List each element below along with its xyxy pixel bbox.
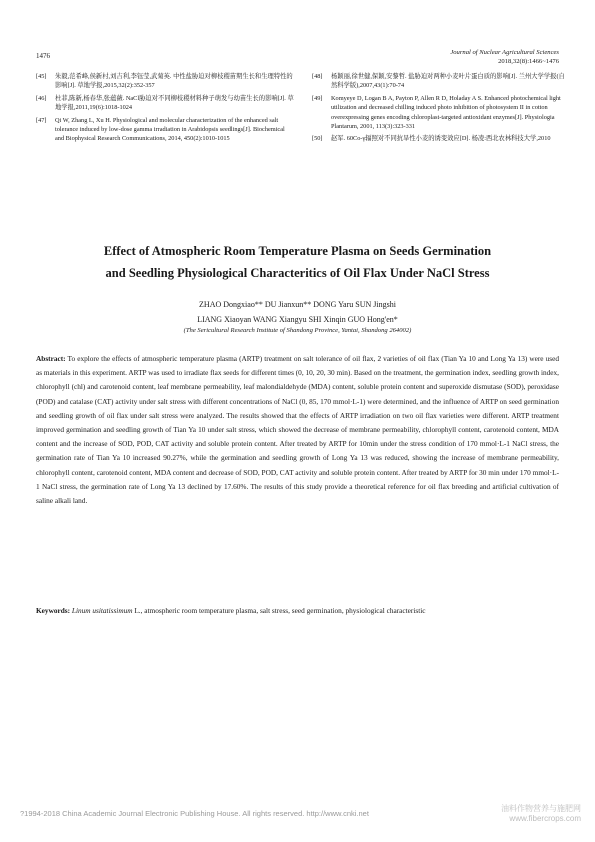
title-line: and Seedling Physiological Characteritics of Oil Flax Under NaCl Stress: [105, 266, 490, 280]
author-list: [36, 297, 559, 327]
reference-column-left: [36, 72, 294, 147]
affiliation: (The Sericultural Research Institute of Shandong Province, Yantai, Shandong 264002): [183, 327, 412, 334]
journal-header: [450, 48, 559, 66]
reference-item: [36, 94, 294, 113]
reference-number: [46]: [36, 94, 47, 102]
reference-item: [36, 116, 294, 144]
reference-text: 杨颖丽,徐世健,保颖,安黎哲. 盐胁迫对两种小麦叶片蛋白质的影响[J]. 兰州大学学报(自然科学版),2007,43(1):70-74: [331, 73, 565, 90]
reference-number: [48]: [312, 73, 323, 80]
reference-text: Komyeye D, Logan B A, Payton P, Allen R D, Holaday A S. Enhanced photochemical light utilization and decreased chilling induced photo inhibition of photosystem II in cotton overexpressing genes encoding chloroplast-targeted antioxidant enzymes[J]. Physiologia Plantarum, 2001, 113(3):323-331: [331, 94, 561, 131]
watermark: [501, 804, 581, 824]
watermark-url: www.fibercrops.com: [509, 814, 581, 823]
copyright-footer: ?1994-2018 China Academic Journal Electronic Publishing House. All rights reserved. http://www.cnki.net: [20, 809, 369, 818]
journal-name: Journal of Nuclear Agricultural Sciences: [450, 49, 559, 56]
reference-text: 杜菲,陈新,杨春华,张蕴薇. NaCl胁迫对不同柳枝稷材料种子萌发与幼苗生长的影响[J]. 草地学报,2011,19(6):1018-1024: [55, 94, 294, 112]
journal-citation: 2018,32(8):1466~1476: [498, 58, 559, 65]
abstract-label: Abstract:: [36, 354, 66, 363]
reference-number: [47]: [36, 116, 47, 124]
reference-number: [49]: [312, 94, 323, 102]
watermark-cn: 油料作物营养与施肥网: [501, 804, 581, 813]
reference-item: [36, 72, 294, 91]
reference-item: [312, 72, 570, 91]
reference-text: 赵军. 60Co-γ辐照对不同抗旱性小麦的诱变效应[D]. 杨凌:西北农林科技大学,2010: [331, 135, 551, 143]
keyword-latin-name: Linum usitatissimum: [71, 606, 133, 615]
reference-number: [50]: [312, 135, 323, 143]
reference-text: 朱毅,范希峰,侯新村,刘吉利,李钰莹,武菊英. 中性盐胁迫对柳枝稷苗期生长和生理特性的影响[J]. 草地学报,2015,32(2):352-357: [55, 73, 293, 90]
reference-text: Qi W, Zhang L, Xu H. Physiological and molecular characterization of the enhanced salt tolerance induced by low-dose gamma irradiation in Arabidopsis seedlings[J]. Biochemical and Biophysical Research Communications, 2014, 450(2):1010-1015: [55, 116, 285, 143]
reference-item: [312, 94, 570, 132]
paper-title: [36, 240, 559, 284]
abstract-text: To explore the effects of atmospheric temperature plasma (ARTP) treatment on salt tolerance of oil flax, 2 varieties of oil flax (Tian Ya 10 and Long Ya 13) were used as materials in this experiment. ARTP was used to irradiate flax seeds for different times (0, 10, 20, 30 min). Based on the treatment, the germination index, seedling growth index, chlorophyll (chl) and carotenoid content, leaf membrane permeability, leaf malondialdehyde (MDA) content, soluble protein content and superoxide dismutase (SOD), peroxidase (POD) and catalase (CAT) activity under salt stress with different concentrations of NaCl (0, 85, 170 mmol·L-1) were determined, and the influence of ARTP on seed germination and seedling growth of oil flax under salt stress were analyzed. The results showed that the effects of ARTP irradiation on two oil flax varieties were different. ARTP treatment improved germination and seedling growth of Tian Ya 10 under salt stress, which showed the decrease of membrane permeability, chlorophyll content, carotenoid content, MDA content and the increase of SOD, POD, CAT activity and soluble protein content. After treated by ARTP for 10min under the stress condition of 170 mmol·L-1 NaCl stress, the germination rate of Tian Ya 10 increased 90.27%, while the germination and seedling growth of Long Ya 13 was reduced, showing the increase of membrane permeability, chlorophyll content, carotenoid content, MDA content and decrease of SOD, POD, CAT activity and soluble protein content. After treated by ARTP for 30 min under 170 mmol·L-1 NaCl stress, the germination rate of Long Ya 13 declined by 17.60%. The results of this study provide a theoretical reference for oil flax breeding and artificial cultivation of saline alkali land.: [36, 354, 559, 506]
authors-line: ZHAO Dongxiao** DU Jianxun** DONG Yaru SUN Jingshi: [199, 300, 396, 309]
reference-number: [45]: [36, 73, 47, 80]
page-number: 1476: [36, 52, 50, 60]
reference-item: [312, 134, 570, 143]
reference-column-right: [312, 72, 570, 147]
abstract: [36, 352, 559, 508]
keywords-label: Keywords:: [36, 606, 71, 615]
keywords-text: L., atmospheric room temperature plasma, salt stress, seed germination, physiological characteristic: [132, 606, 426, 615]
authors-line: LIANG Xiaoyan WANG Xiangyu SHI Xinqin GUO Hong'en*: [197, 315, 398, 324]
title-line: Effect of Atmospheric Room Temperature Plasma on Seeds Germination: [103, 244, 492, 258]
keywords: [36, 604, 559, 618]
